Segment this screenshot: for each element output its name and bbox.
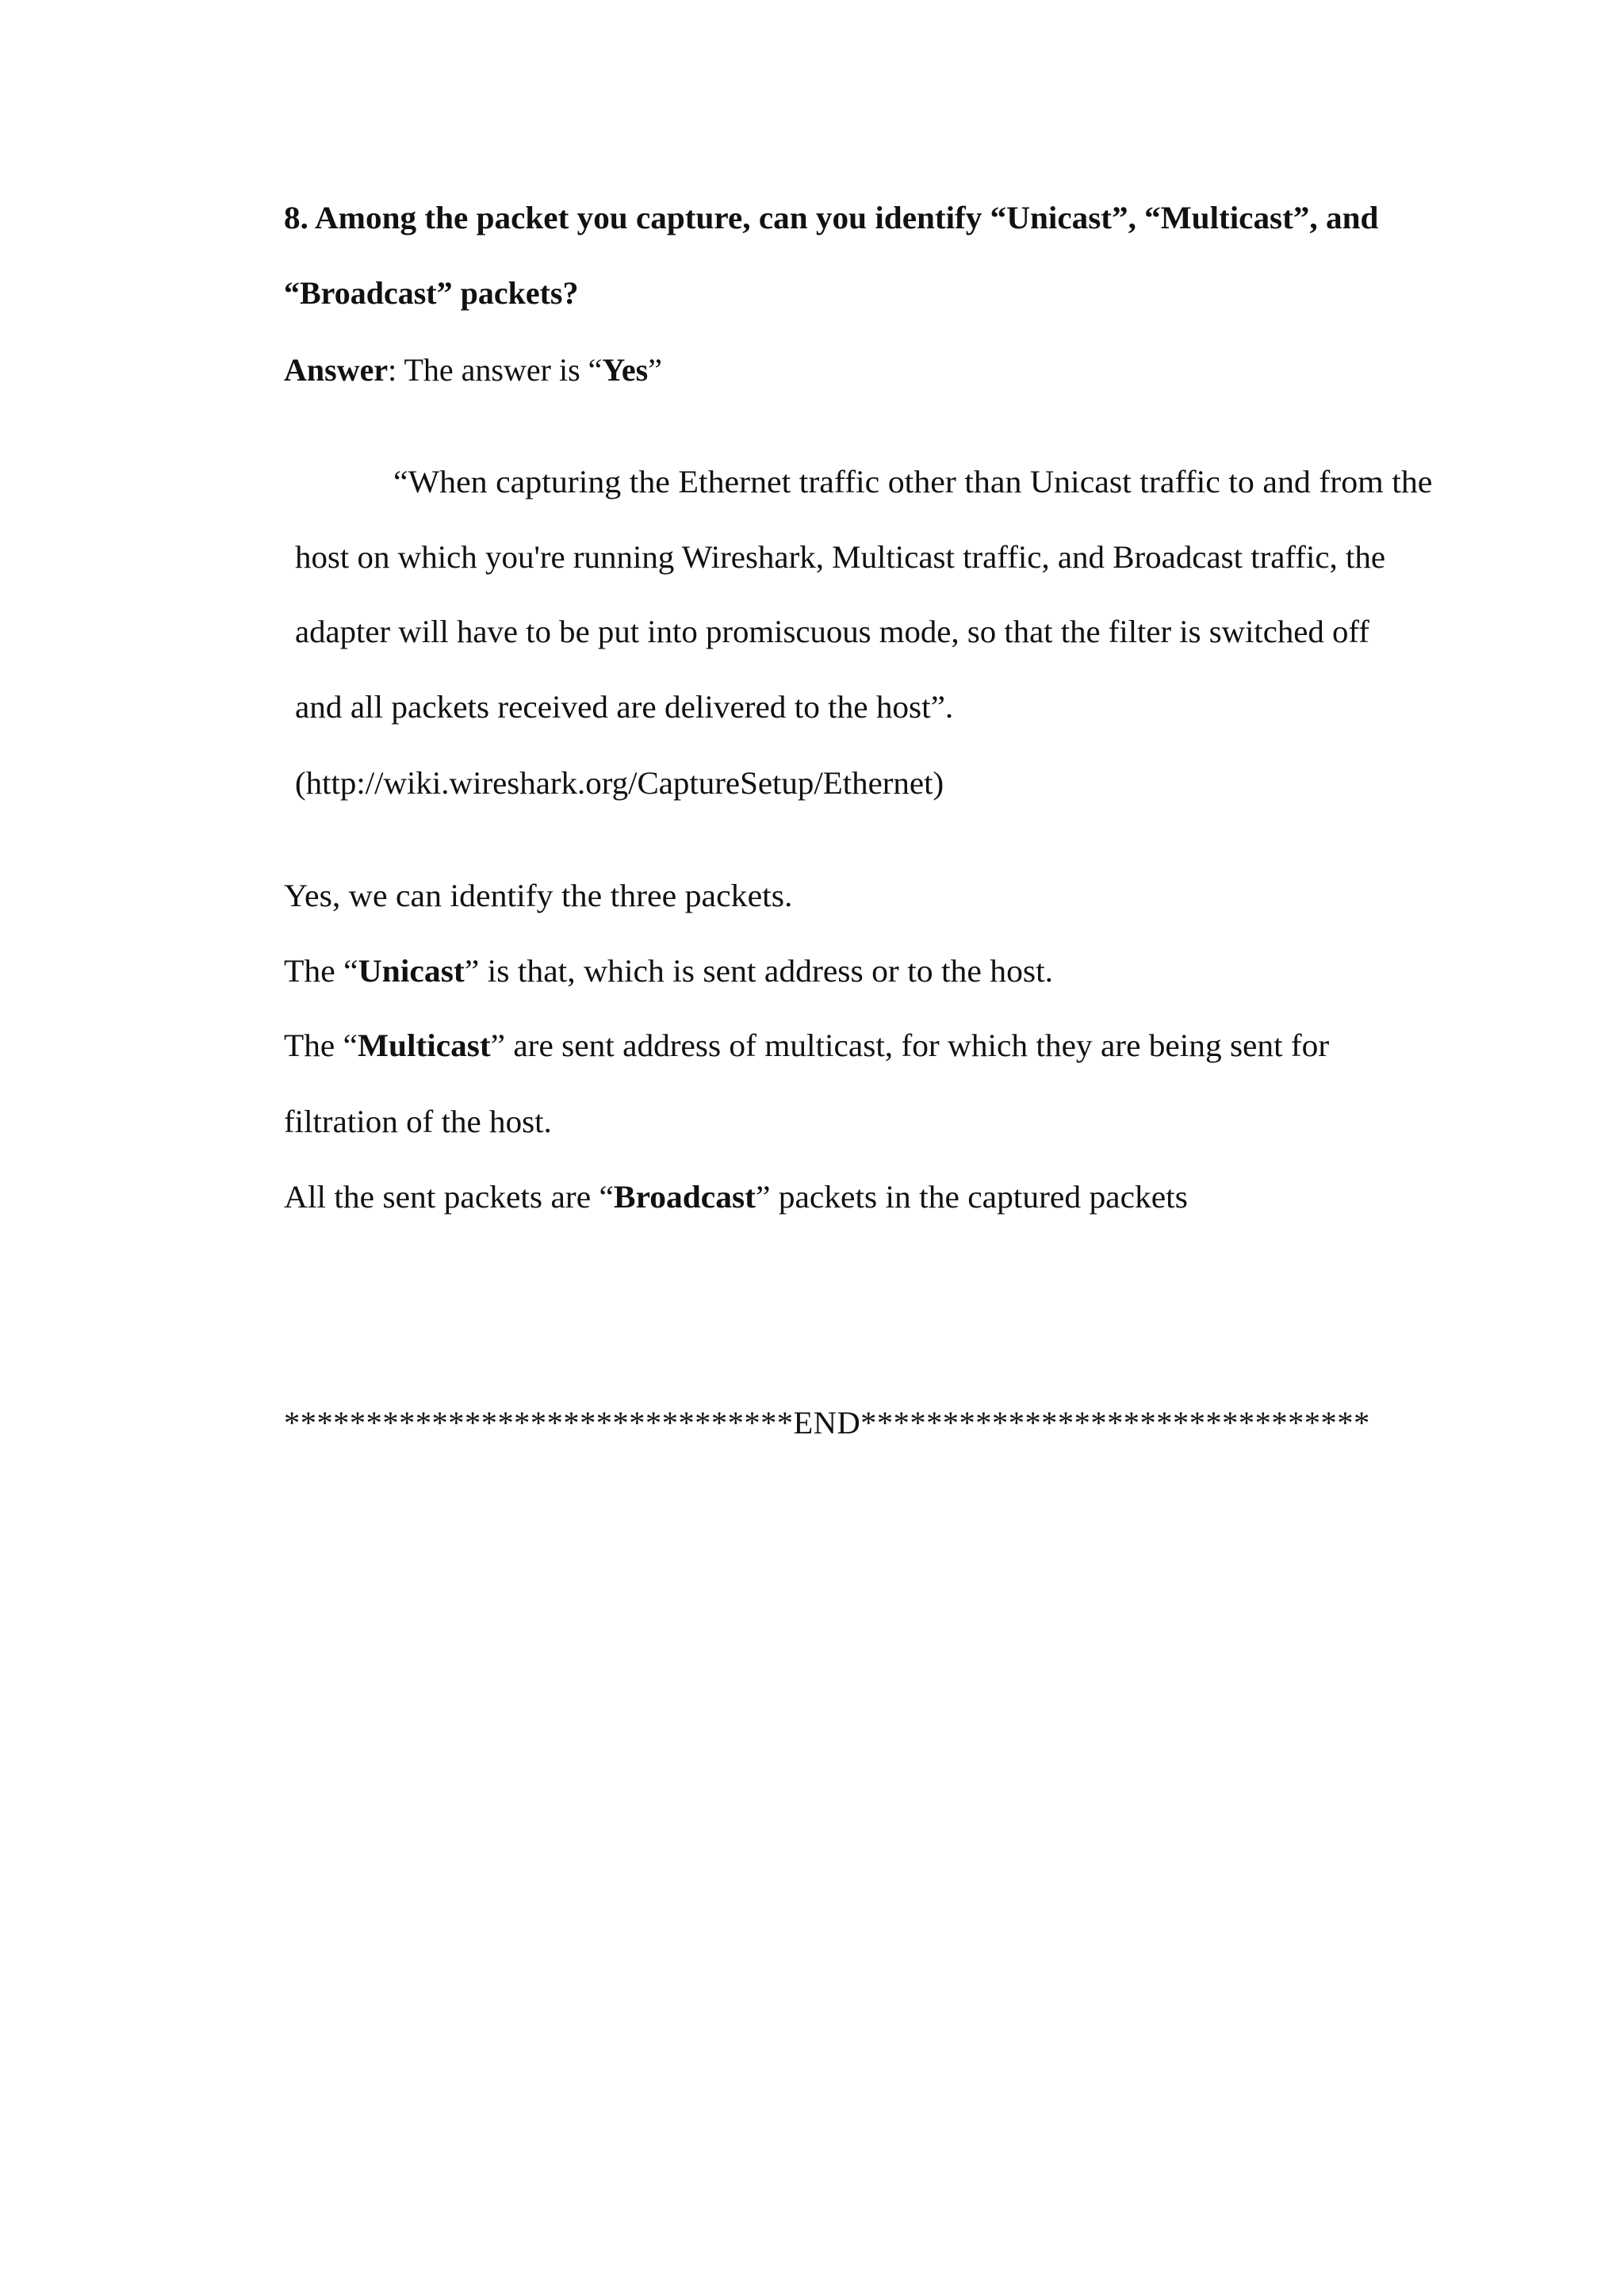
- citation-line-3: adapter will have to be put into promiscuous mode, so that the filter is switched off: [295, 614, 1369, 649]
- unicast-suffix: ” is that, which is sent address or to the host.: [464, 953, 1054, 989]
- explanation-line-4: filtration of the host.: [284, 1104, 552, 1139]
- question-heading-line-1: 8. Among the packet you capture, can you identify “Unicast”, “Multicast”, and: [284, 200, 1379, 235]
- answer-close-quote: ”: [648, 352, 662, 388]
- broadcast-term: Broadcast: [613, 1179, 756, 1215]
- question-heading-line-2: “Broadcast” packets?: [284, 275, 579, 311]
- answer-label: Answer: [284, 352, 389, 388]
- explanation-unicast: [284, 951, 1053, 991]
- answer-text: : The answer is “: [388, 352, 603, 388]
- citation-line-2: host on which you're running Wireshark, Multicast traffic, and Broadcast traffic, the: [295, 539, 1386, 575]
- citation-line-4: and all packets received are delivered to the host”.: [295, 689, 954, 725]
- citation-source-link: (http://wiki.wireshark.org/CaptureSetup/Ethernet): [295, 765, 944, 801]
- unicast-prefix: The “: [284, 953, 358, 989]
- broadcast-suffix: ” packets in the captured packets: [755, 1179, 1188, 1215]
- multicast-prefix: The “: [284, 1027, 358, 1063]
- multicast-suffix: ” are sent address of multicast, for which they are being sent for: [490, 1027, 1330, 1063]
- multicast-term: Multicast: [357, 1027, 491, 1063]
- explanation-multicast: [284, 1026, 1329, 1066]
- explanation-line-1: Yes, we can identify the three packets.: [284, 878, 793, 913]
- answer-value: Yes: [602, 352, 649, 388]
- explanation-broadcast: [284, 1177, 1188, 1217]
- broadcast-prefix: All the sent packets are “: [284, 1179, 614, 1215]
- answer-line: [284, 350, 662, 390]
- citation-line-1: “When capturing the Ethernet traffic other than Unicast traffic to and from the: [393, 464, 1433, 499]
- unicast-term: Unicast: [358, 953, 465, 989]
- end-marker: *******************************END*******************************: [284, 1405, 1370, 1441]
